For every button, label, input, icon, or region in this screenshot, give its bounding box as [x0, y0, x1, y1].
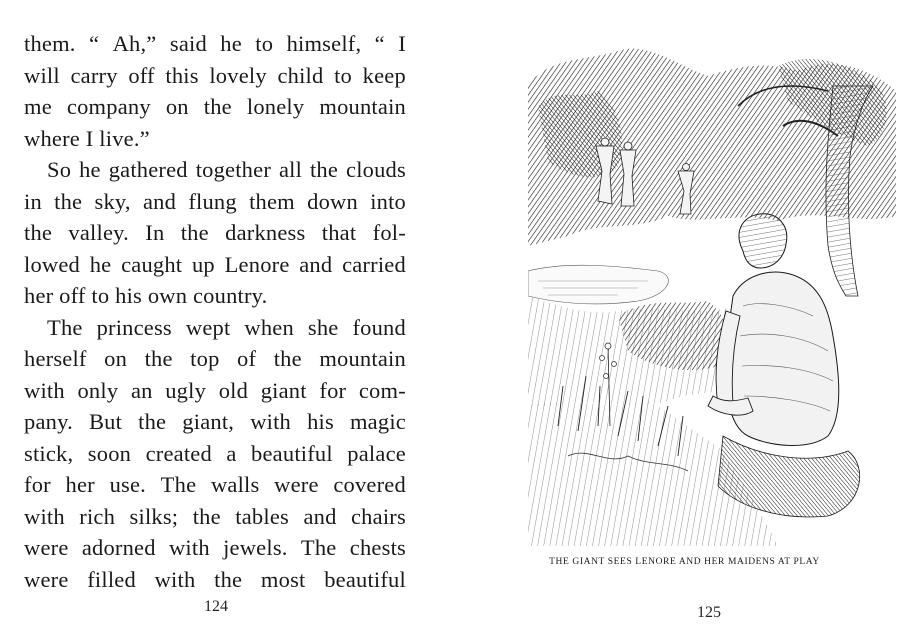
word: she [307, 314, 339, 340]
text-line [24, 91, 406, 123]
text-line [24, 123, 406, 155]
text-line [24, 375, 406, 407]
word: created [145, 440, 212, 466]
word: adorned [81, 535, 156, 560]
word: beautiful [251, 440, 333, 466]
word: were [24, 566, 69, 592]
word: The [47, 314, 83, 340]
word: with [168, 535, 210, 560]
word: a [226, 440, 237, 466]
text-line [24, 28, 406, 60]
word: the [273, 346, 302, 371]
word: In [145, 220, 165, 245]
word: herself [24, 346, 87, 371]
word: lovely [209, 62, 267, 88]
word: into [370, 188, 406, 214]
word: I [398, 31, 406, 56]
word: to [334, 62, 352, 88]
word: will [24, 62, 60, 88]
word: only [77, 377, 119, 403]
word: silks; [129, 503, 179, 529]
word: himself, [286, 31, 362, 56]
word: chairs [351, 503, 406, 529]
right-page [453, 0, 906, 642]
word: up [191, 251, 215, 277]
word: and [142, 188, 177, 214]
text-line [24, 217, 406, 249]
word: he [220, 31, 242, 56]
text-line [24, 564, 406, 596]
word: fol- [372, 220, 406, 245]
word: to [255, 31, 274, 56]
word: palace [347, 440, 406, 466]
word: down [307, 188, 358, 214]
text-line [24, 406, 406, 438]
word: giant [260, 377, 307, 403]
word: old [218, 377, 249, 403]
word: most [260, 566, 306, 592]
word: of [237, 346, 257, 371]
word: jewels. [223, 535, 288, 560]
word: with [24, 377, 65, 403]
word: covered [333, 472, 406, 497]
word: the [144, 346, 173, 371]
word: off [128, 62, 155, 88]
word: with [24, 503, 65, 529]
word: pany. [24, 409, 73, 434]
word: “ [89, 31, 100, 56]
text-line [24, 438, 406, 470]
word: valley. [68, 220, 129, 245]
text-line [24, 186, 406, 218]
word: all [278, 157, 303, 182]
word: stick, [24, 440, 74, 466]
text-line-content: where I live.” [24, 125, 150, 151]
text-line [24, 280, 406, 312]
body-text [24, 28, 406, 595]
word: he [89, 251, 112, 277]
word: with [154, 566, 196, 592]
word: for [319, 377, 347, 403]
word: the [203, 94, 232, 119]
word: keep [362, 62, 406, 88]
word: the [138, 409, 167, 434]
word: were [24, 535, 69, 560]
word: and [303, 503, 337, 529]
word: the [214, 566, 243, 592]
text-line [24, 469, 406, 501]
word: lowed [24, 251, 80, 277]
text-line [24, 312, 406, 344]
word: mountain [319, 94, 406, 119]
word: “ [374, 31, 385, 56]
word: The [300, 535, 337, 560]
word: this [165, 62, 199, 88]
word: tables [235, 503, 289, 529]
word: the [54, 188, 83, 214]
word: company [66, 94, 151, 119]
word: caught [121, 251, 183, 277]
word: giant, [182, 409, 235, 434]
word: The [160, 472, 197, 497]
word: her [65, 472, 95, 497]
word: in [24, 188, 42, 214]
word: flung [188, 188, 237, 214]
word: com- [358, 377, 406, 403]
word: darkness [225, 220, 306, 245]
word: together [195, 157, 272, 182]
word: beautiful [324, 566, 406, 592]
word: gathered [108, 157, 188, 182]
word: rich [79, 503, 116, 529]
word: said [169, 31, 207, 56]
engraving-illustration [528, 46, 898, 546]
word: carry [70, 62, 118, 88]
word: clouds [346, 157, 406, 182]
word: But [88, 409, 123, 434]
word: that [321, 220, 357, 245]
page-number-right: 125 [697, 604, 721, 621]
page-number-left: 124 [204, 598, 228, 615]
word: Lenore [224, 251, 290, 277]
word: top [190, 346, 220, 371]
word: princess [96, 314, 172, 340]
word: me [24, 94, 52, 119]
word: found [352, 314, 406, 340]
illustration-caption: THE GIANT SEES LENORE AND HER MAIDENS AT PLAY [549, 557, 820, 567]
word: wept [185, 314, 231, 340]
word: ugly [165, 377, 207, 403]
word: So [47, 157, 72, 182]
word: the [180, 220, 209, 245]
word: them [249, 188, 295, 214]
text-line [24, 501, 406, 533]
word: and [299, 251, 333, 277]
word: sky, [94, 188, 131, 214]
word: his [307, 409, 334, 434]
text-line [24, 60, 406, 92]
word: the [192, 503, 221, 529]
word: use. [109, 472, 146, 497]
word: filled [87, 566, 136, 592]
text-line [24, 343, 406, 375]
word: the [24, 220, 53, 245]
word: with [250, 409, 291, 434]
word: were [274, 472, 319, 497]
word: them. [24, 31, 76, 56]
text-line [24, 249, 406, 281]
word: lonely [246, 94, 305, 119]
word: Ah,” [112, 31, 157, 56]
word: when [244, 314, 294, 340]
word: soon [87, 440, 132, 466]
word: on [165, 94, 189, 119]
word: for [24, 472, 51, 497]
text-line [24, 532, 406, 564]
word: magic [349, 409, 406, 434]
word: walls [210, 472, 260, 497]
word: carried [342, 251, 406, 277]
word: he [79, 157, 101, 182]
word: an [130, 377, 153, 403]
word: child [277, 62, 324, 88]
word: on [104, 346, 128, 371]
text-line [24, 154, 406, 186]
pond [528, 265, 668, 304]
word: the [309, 157, 339, 182]
word: chests [349, 535, 406, 560]
word: mountain [319, 346, 406, 371]
text-line-content: her off to his own country. [24, 283, 268, 308]
